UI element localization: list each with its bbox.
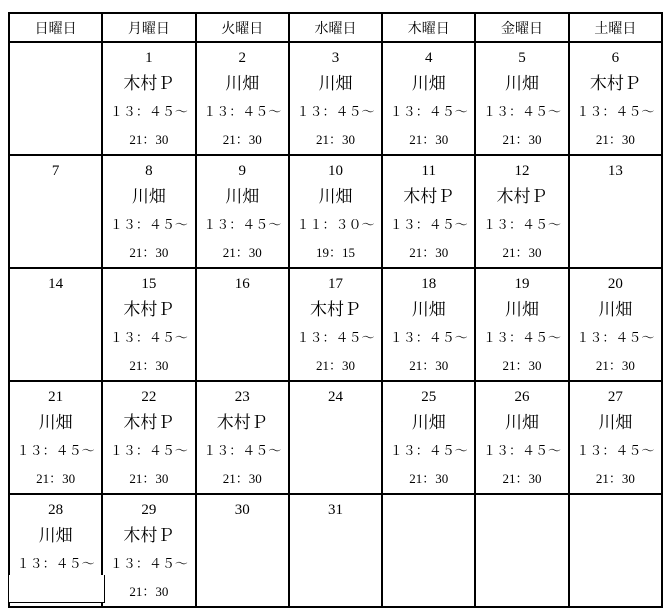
day-cell [382, 155, 475, 268]
day-cell [289, 268, 382, 381]
staff-name: 木村Ｐ [123, 74, 175, 93]
staff-name: 川畑 [598, 300, 633, 319]
day-cell [9, 42, 102, 155]
staff-name: 木村Ｐ [123, 413, 175, 432]
day-number: 7 [51, 163, 60, 179]
day-number: 10 [327, 163, 343, 179]
shift-end-time: 21：30 [502, 132, 542, 147]
day-cell [196, 268, 289, 381]
day-cell [9, 268, 102, 381]
shift-start-time: １３：４５～ [483, 330, 562, 345]
day-cell [475, 381, 568, 494]
staff-name: 川畑 [598, 413, 633, 432]
shift-start-time: １３：４５～ [576, 443, 655, 458]
staff-name: 川畑 [318, 74, 353, 93]
staff-name: 川畑 [505, 413, 540, 432]
staff-name: 川畑 [131, 187, 166, 206]
day-cell [569, 155, 662, 268]
day-cell [382, 268, 475, 381]
shift-start-time: １１：３０～ [296, 217, 375, 232]
shift-start-time: １３：４５～ [16, 443, 95, 458]
shift-end-time: 21：30 [595, 132, 635, 147]
shift-start-time: １３：４５～ [389, 443, 468, 458]
shift-end-time: 21：30 [409, 358, 449, 373]
shift-start-time: １３：４５～ [389, 217, 468, 232]
staff-name: 川畑 [505, 300, 540, 319]
day-number: 12 [514, 163, 530, 179]
day-cell [569, 42, 662, 155]
shift-end-time: 21：30 [129, 245, 169, 260]
day-number: 5 [518, 50, 526, 66]
day-number: 6 [611, 50, 620, 66]
staff-name: 木村Ｐ [403, 187, 455, 206]
staff-name: 川畑 [318, 187, 353, 206]
day-cell [196, 155, 289, 268]
day-cell [102, 268, 195, 381]
shift-end-time: 21：30 [36, 471, 76, 486]
day-number: 9 [238, 163, 246, 179]
shift-end-time: 21：30 [129, 584, 169, 599]
day-cell [569, 494, 662, 607]
staff-name: 川畑 [505, 74, 540, 93]
day-cell [102, 42, 195, 155]
day-number: 24 [327, 389, 343, 405]
shift-start-time: １３：４５～ [483, 443, 562, 458]
day-cell [475, 494, 568, 607]
day-number: 20 [607, 276, 623, 292]
shift-start-time: １３：４５～ [483, 217, 562, 232]
shift-start-time: １３：４５～ [109, 556, 188, 571]
day-cell [382, 42, 475, 155]
day-cell [196, 42, 289, 155]
day-number: 4 [425, 50, 433, 66]
shift-start-time: １３：４５～ [109, 104, 188, 119]
day-number: 11 [421, 163, 436, 179]
day-number: 17 [327, 276, 343, 292]
day-number: 19 [514, 276, 530, 292]
day-number: 1 [145, 50, 153, 66]
calendar-week-row [9, 155, 662, 268]
calendar-week-row [9, 494, 662, 607]
shift-start-time: １３：４５～ [296, 330, 375, 345]
staff-name: 木村Ｐ [496, 187, 548, 206]
day-cell [102, 381, 195, 494]
day-number: 29 [141, 502, 157, 518]
bottom-left-empty-cell [8, 575, 105, 603]
shift-start-time: １３：４５～ [483, 104, 562, 119]
day-number: 16 [234, 276, 250, 292]
shift-end-time: 21：30 [409, 471, 449, 486]
shift-start-time: １３：４５～ [203, 217, 282, 232]
day-number: 26 [514, 389, 530, 405]
shift-end-time: 21：30 [595, 358, 635, 373]
staff-name: 木村Ｐ [216, 413, 268, 432]
staff-name: 木村Ｐ [123, 300, 175, 319]
staff-name: 川畑 [225, 74, 260, 93]
staff-name: 川畑 [411, 74, 446, 93]
shift-end-time: 21：30 [502, 245, 542, 260]
day-cell [382, 381, 475, 494]
shift-end-time: 21：30 [502, 358, 542, 373]
shift-end-time: 21：30 [129, 358, 169, 373]
shift-start-time: １３：４５～ [389, 330, 468, 345]
calendar-week-row [9, 42, 662, 155]
shift-end-time: 21：30 [129, 132, 169, 147]
day-number: 2 [238, 50, 246, 66]
shift-start-time: １３：４５～ [296, 104, 375, 119]
shift-start-time: １３：４５～ [576, 104, 655, 119]
day-number: 14 [48, 276, 64, 292]
calendar-week-row [9, 268, 662, 381]
staff-name: 川畑 [38, 526, 73, 545]
shift-end-time: 21：30 [409, 132, 449, 147]
day-number: 22 [141, 389, 157, 405]
day-cell [569, 381, 662, 494]
shift-end-time: 21：30 [315, 132, 355, 147]
day-number: 23 [234, 389, 250, 405]
staff-name: 川畑 [225, 187, 260, 206]
weekday-header: 土曜日 [569, 13, 662, 42]
day-cell [102, 155, 195, 268]
day-number: 15 [141, 276, 157, 292]
day-cell [9, 155, 102, 268]
day-cell [289, 381, 382, 494]
day-cell [196, 381, 289, 494]
staff-name: 川畑 [411, 300, 446, 319]
day-number: 25 [421, 389, 437, 405]
day-number: 27 [607, 389, 623, 405]
shift-end-time: 21：30 [222, 132, 262, 147]
shift-start-time: １３：４５～ [109, 443, 188, 458]
shift-start-time: １３：４５～ [109, 217, 188, 232]
day-cell [289, 155, 382, 268]
day-number: 8 [145, 163, 153, 179]
day-cell [475, 268, 568, 381]
day-cell [475, 42, 568, 155]
staff-name: 川畑 [411, 413, 446, 432]
weekday-header: 金曜日 [475, 13, 568, 42]
shift-start-time: １３：４５～ [203, 104, 282, 119]
day-cell [382, 494, 475, 607]
shift-end-time: 19：15 [315, 245, 355, 260]
shift-end-time: 21：30 [502, 471, 542, 486]
day-number: 21 [48, 389, 64, 405]
day-number: 18 [421, 276, 437, 292]
shift-end-time: 21：30 [315, 358, 355, 373]
day-cell [196, 494, 289, 607]
shift-end-time: 21：30 [129, 471, 169, 486]
day-cell [102, 494, 195, 607]
calendar-week-row [9, 381, 662, 494]
day-cell [569, 268, 662, 381]
day-number: 13 [607, 163, 623, 179]
weekday-header: 水曜日 [289, 13, 382, 42]
day-number: 3 [331, 50, 340, 66]
staff-name: 川畑 [38, 413, 73, 432]
shift-end-time: 21：30 [595, 471, 635, 486]
shift-start-time: １３：４５～ [16, 556, 95, 571]
staff-name: 木村Ｐ [123, 526, 175, 545]
day-number: 28 [48, 502, 64, 518]
shift-end-time: 21：30 [222, 471, 262, 486]
weekday-header-row [9, 13, 662, 42]
weekday-header: 火曜日 [196, 13, 289, 42]
weekday-header: 月曜日 [102, 13, 195, 42]
shift-calendar-table [8, 12, 663, 608]
weekday-header: 木曜日 [382, 13, 475, 42]
shift-start-time: １３：４５～ [203, 443, 282, 458]
staff-name: 木村Ｐ [589, 74, 641, 93]
staff-name: 木村Ｐ [309, 300, 361, 319]
shift-start-time: １３：４５～ [389, 104, 468, 119]
shift-start-time: １３：４５～ [576, 330, 655, 345]
day-cell [289, 494, 382, 607]
shift-start-time: １３：４５～ [109, 330, 188, 345]
shift-end-time: 21：30 [409, 245, 449, 260]
day-cell [289, 42, 382, 155]
weekday-header: 日曜日 [9, 13, 102, 42]
day-number: 31 [327, 502, 343, 518]
day-number: 30 [234, 502, 250, 518]
shift-end-time: 21：30 [222, 245, 262, 260]
day-cell [475, 155, 568, 268]
day-cell [9, 381, 102, 494]
